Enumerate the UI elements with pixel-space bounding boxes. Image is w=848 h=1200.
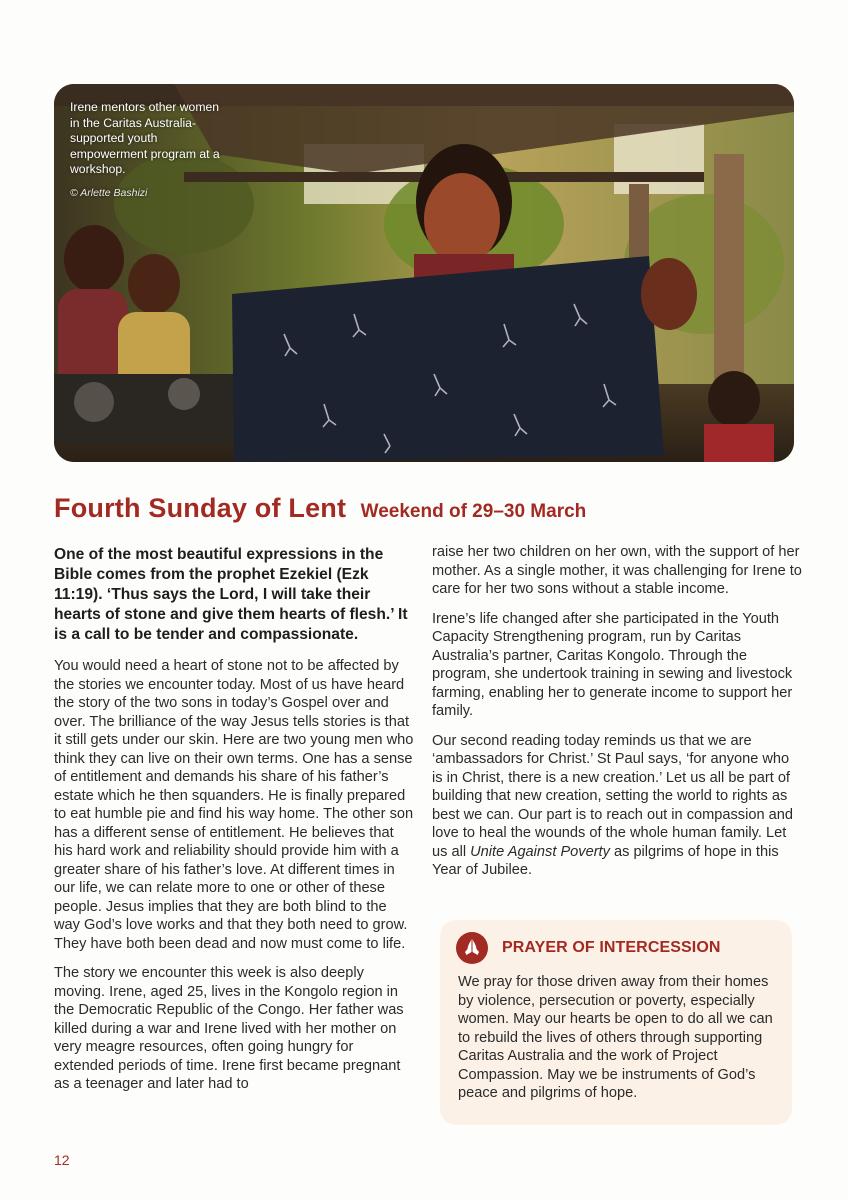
page-title: Fourth Sunday of Lent (54, 493, 347, 523)
page-subtitle: Weekend of 29–30 March (360, 501, 587, 522)
photo-caption: Irene mentors other women in the Caritas Australia-supported youth empowerment program at a workshop. (70, 100, 220, 177)
body-paragraph: The story we encounter this week is also deeply moving. Irene, aged 25, lives in the Kongolo region in the Democratic Republic of the Congo. Her father was killed during a war and Irene lived with her mother on very meagre resources, often going hungry for extended periods of time. Irene first became pregnant as a teenager and later had to (54, 965, 404, 1092)
left-column (54, 545, 416, 1105)
section-heading (54, 493, 586, 524)
lead-paragraph: One of the most beautiful expressions in the Bible comes from the prophet Ezekiel (Ezk 11:19). ‘Thus says the Lord, I will take their hearts of stone and give them hearts of flesh.’ It is a call to be tender and compassionate. (54, 546, 408, 643)
ambassadors-text-end: as pilgrims of hope in this Year of Jubilee. (432, 843, 779, 878)
right-column (432, 543, 802, 891)
ambassadors-text: Our second reading today reminds us that we are ‘ambassadors for Christ.’ St Paul says, ‘for anyone who is in Christ, there is a new creation.’ Let us all be part of building that new creation, setting the world to rights as best we can. Our part is to reach out in compassion and love to heal the wounds of the whole human family. Let us all (432, 732, 793, 860)
prayer-text: We pray for those driven away from their homes by violence, persecution or poverty, especially women. May our hearts be open to do all we can to rebuild the lives of others through supporting Caritas Australia and the work of Project Compassion. May we be instruments of God’s peace and pilgrims of hope. (458, 974, 773, 1101)
body-paragraph: Irene’s life changed after she participated in the Youth Capacity Strengthening program, run by Caritas Australia’s partner, Caritas Kongolo. Through the program, she undertook training in sewing and livestock farming, enabling her to generate income to support her family. (432, 610, 793, 719)
photo-credit: © Arlette Bashizi (70, 187, 148, 199)
ambassadors-paragraph (432, 732, 802, 880)
prayer-title: PRAYER OF INTERCESSION (502, 939, 721, 956)
campaign-name: Unite Against Poverty (470, 843, 610, 860)
praying-hands-icon (456, 932, 488, 964)
page-number: 12 (54, 1152, 70, 1168)
body-paragraph: raise her two children on her own, with the support of her mother. As a single mother, it was challenging for Irene to care for her two sons without a stable income. (432, 544, 802, 597)
body-paragraph: You would need a heart of stone not to be affected by the stories we encounter today. Most of us have heard the story of the two sons in today’s Gospel over and over. The brilliance of the way Jesus tells stories is that it still gets under our skin. Here are two young men who think they can live on their own terms. One has a sense of entitlement and demands his share of his father’s estate which he then squanders. He is finally prepared to eat humble pie and find his way home. The other son has a different sense of entitlement. He believes that his hard work and reliability should provide him with a greater share of his father’s love. At different times in our life, we can relate more to one or other of these people. Jesus implies that they are both blind to the way God’s love works and that they both need to grow. They have both been dead and now must come to life. (54, 658, 414, 952)
prayer-box (440, 920, 792, 1125)
hero-photo (54, 84, 794, 462)
